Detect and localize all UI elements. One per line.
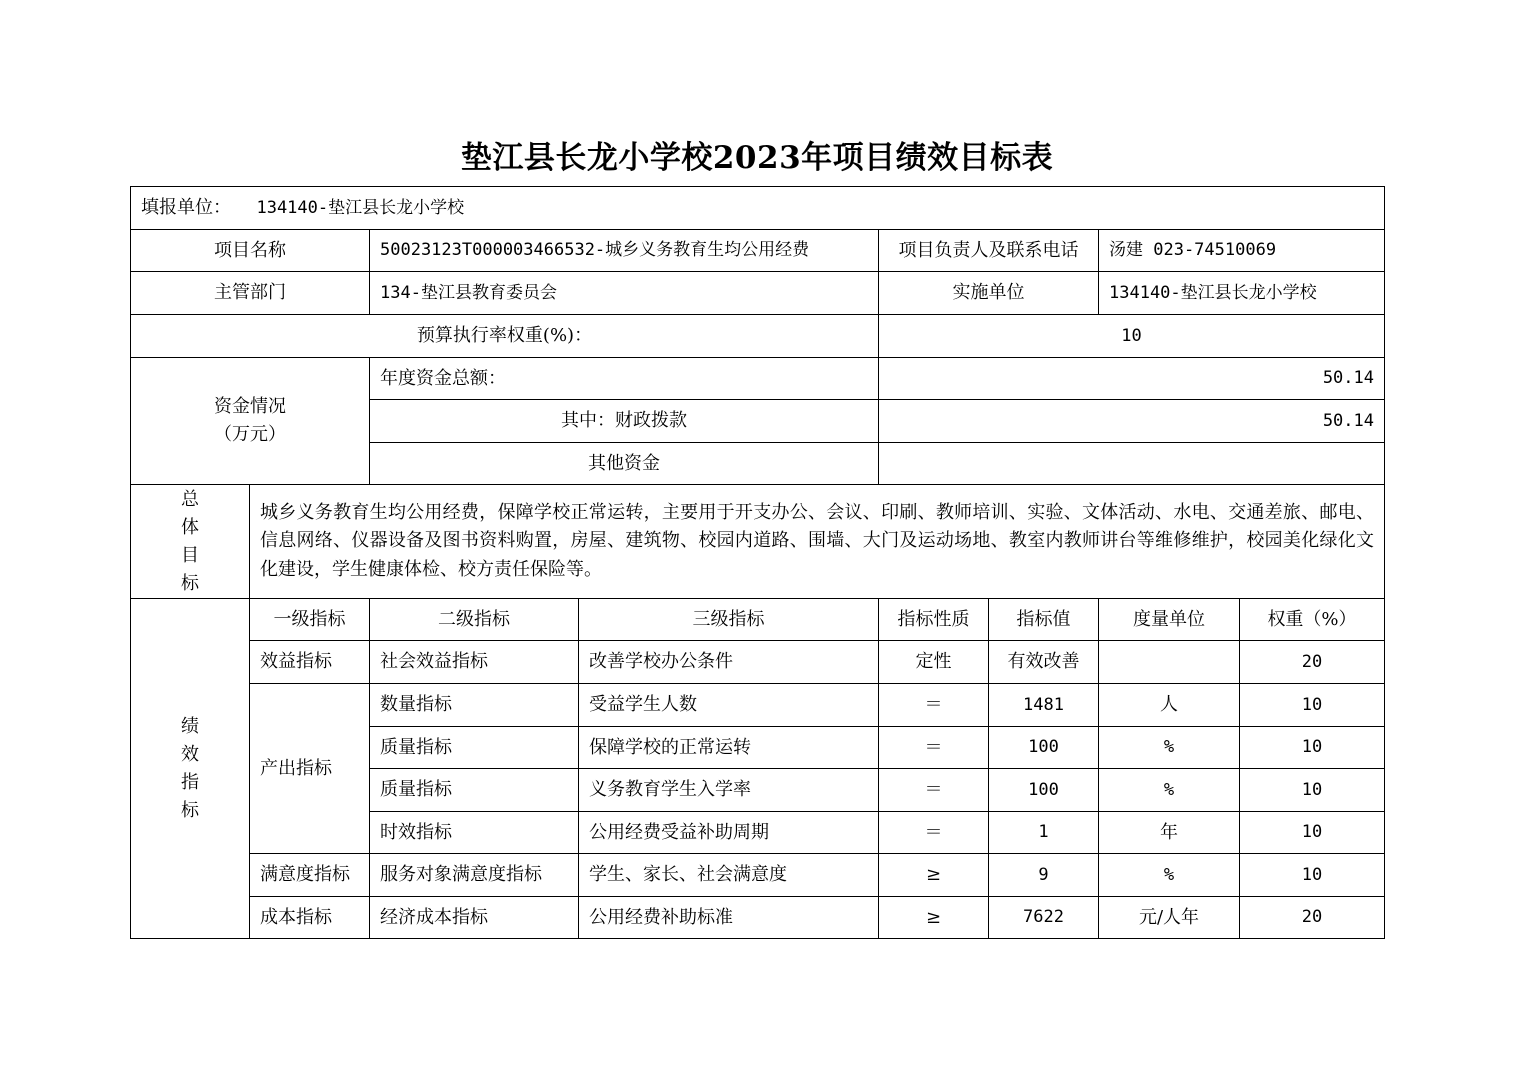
department-row: [131, 272, 1385, 315]
indicator-unit: %: [1099, 727, 1240, 769]
indicator-weight: 20: [1240, 897, 1385, 939]
implementing-unit-label: 实施单位: [879, 272, 1099, 315]
overall-goal-label-char: 总: [181, 488, 199, 510]
header-unit: 度量单位: [1099, 599, 1240, 641]
overall-goal-label: [131, 485, 250, 599]
indicator-level3: 保障学校的正常运转: [579, 727, 879, 769]
project-name-value: 50023123T000003466532-城乡义务教育生均公用经费: [370, 230, 879, 272]
overall-goal-row: [131, 485, 1385, 599]
indicator-level1: 成本指标: [250, 897, 370, 939]
table-row: [131, 684, 1385, 727]
reporting-unit-row: [131, 187, 1385, 230]
indicator-unit: %: [1099, 769, 1240, 812]
funds-fiscal-value: 50.14: [879, 400, 1385, 443]
indicator-level2: 经济成本指标: [370, 897, 579, 939]
funds-other-label: 其他资金: [370, 443, 879, 485]
header-level2: 二级指标: [370, 599, 579, 641]
indicator-level3: 学生、家长、社会满意度: [579, 854, 879, 897]
indicator-level1: 效益指标: [250, 641, 370, 684]
funds-label: [131, 358, 370, 485]
indicator-level2: 质量指标: [370, 727, 579, 769]
indicator-weight: 10: [1240, 727, 1385, 769]
indicator-level2: 质量指标: [370, 769, 579, 812]
budget-rate-label: 预算执行率权重(%)：: [131, 315, 879, 358]
indicator-value: 9: [989, 854, 1099, 897]
table-row: [131, 854, 1385, 897]
indicator-value: 1: [989, 812, 1099, 854]
indicator-nature: ≥: [879, 897, 989, 939]
page-title: 垫江县长龙小学校2023年项目绩效目标表: [460, 140, 1054, 176]
indicator-value: 100: [989, 727, 1099, 769]
indicator-nature: ≥: [879, 854, 989, 897]
header-value: 指标值: [989, 599, 1099, 641]
project-name-label: 项目名称: [131, 230, 370, 272]
indicator-weight: 20: [1240, 641, 1385, 684]
table-row: [131, 897, 1385, 939]
project-owner-label: 项目负责人及联系电话: [879, 230, 1099, 272]
indicator-level3: 受益学生人数: [579, 684, 879, 727]
overall-goal-text: 城乡义务教育生均公用经费，保障学校正常运转，主要用于开支办公、会议、印刷、教师培训、实验、文体活动、水电、交通差旅、邮电、信息网络、仪器设备及图书资料购置，房屋、建筑物、校园内道路、围墙、大门及运动场地、教室内教师讲台等维修维护，校园美化绿化文化建设，学生健康体检、校方责任保险等。: [250, 485, 1385, 599]
header-level3: 三级指标: [579, 599, 879, 641]
indicator-level1: 满意度指标: [250, 854, 370, 897]
indicator-nature: ＝: [879, 727, 989, 769]
indicator-weight: 10: [1240, 684, 1385, 727]
reporting-unit-label: 填报单位：: [141, 197, 231, 219]
indicator-level3: 改善学校办公条件: [579, 641, 879, 684]
funds-label-line1: 资金情况: [214, 396, 286, 417]
department-value: 134-垫江县教育委员会: [370, 272, 879, 315]
indicator-unit: [1099, 641, 1240, 684]
funds-fiscal-label: 其中：财政拨款: [370, 400, 879, 443]
indicator-nature: ＝: [879, 769, 989, 812]
indicator-level2: 服务对象满意度指标: [370, 854, 579, 897]
indicator-level2: 时效指标: [370, 812, 579, 854]
indicator-label-char: 效: [181, 743, 199, 765]
overall-goal-label-char: 标: [181, 572, 199, 594]
indicator-weight: 10: [1240, 769, 1385, 812]
indicator-label-char: 标: [181, 799, 199, 821]
funds-label-line2: （万元）: [214, 424, 286, 445]
indicator-weight: 10: [1240, 854, 1385, 897]
performance-indicators-label: [131, 599, 250, 939]
indicator-level3: 义务教育学生入学率: [579, 769, 879, 812]
indicator-nature: ＝: [879, 684, 989, 727]
budget-rate-row: [131, 315, 1385, 358]
budget-rate-value: 10: [879, 315, 1385, 358]
indicator-level2: 社会效益指标: [370, 641, 579, 684]
funds-other-value: [879, 443, 1385, 485]
indicator-unit: 人: [1099, 684, 1240, 727]
indicator-level3: 公用经费补助标准: [579, 897, 879, 939]
indicator-value: 7622: [989, 897, 1099, 939]
indicator-unit: 年: [1099, 812, 1240, 854]
indicator-level2: 数量指标: [370, 684, 579, 727]
reporting-unit-cell: [131, 187, 1385, 230]
indicator-value: 100: [989, 769, 1099, 812]
indicator-label-char: 指: [181, 771, 199, 793]
indicator-nature: ＝: [879, 812, 989, 854]
funds-total-row: [131, 358, 1385, 400]
indicator-label-char: 绩: [181, 715, 199, 737]
indicator-header-row: [131, 599, 1385, 641]
department-label: 主管部门: [131, 272, 370, 315]
header-weight: 权重（%）: [1240, 599, 1385, 641]
overall-goal-label-char: 体: [181, 516, 199, 538]
table-row: [131, 641, 1385, 684]
indicator-value: 1481: [989, 684, 1099, 727]
indicator-unit: %: [1099, 854, 1240, 897]
funds-total-value: 50.14: [879, 358, 1385, 400]
indicator-level1: 产出指标: [250, 684, 370, 854]
indicator-weight: 10: [1240, 812, 1385, 854]
indicator-nature: 定性: [879, 641, 989, 684]
performance-target-table: [130, 186, 1385, 939]
header-level1: 一级指标: [250, 599, 370, 641]
header-nature: 指标性质: [879, 599, 989, 641]
indicator-level3: 公用经费受益补助周期: [579, 812, 879, 854]
indicator-value: 有效改善: [989, 641, 1099, 684]
implementing-unit-value: 134140-垫江县长龙小学校: [1099, 272, 1385, 315]
funds-total-label: 年度资金总额：: [370, 358, 879, 400]
project-name-row: [131, 230, 1385, 272]
project-owner-value: 汤建 023-74510069: [1099, 230, 1385, 272]
overall-goal-label-char: 目: [181, 544, 199, 566]
reporting-unit-value: 134140-垫江县长龙小学校: [256, 198, 465, 219]
indicator-unit: 元/人年: [1099, 897, 1240, 939]
